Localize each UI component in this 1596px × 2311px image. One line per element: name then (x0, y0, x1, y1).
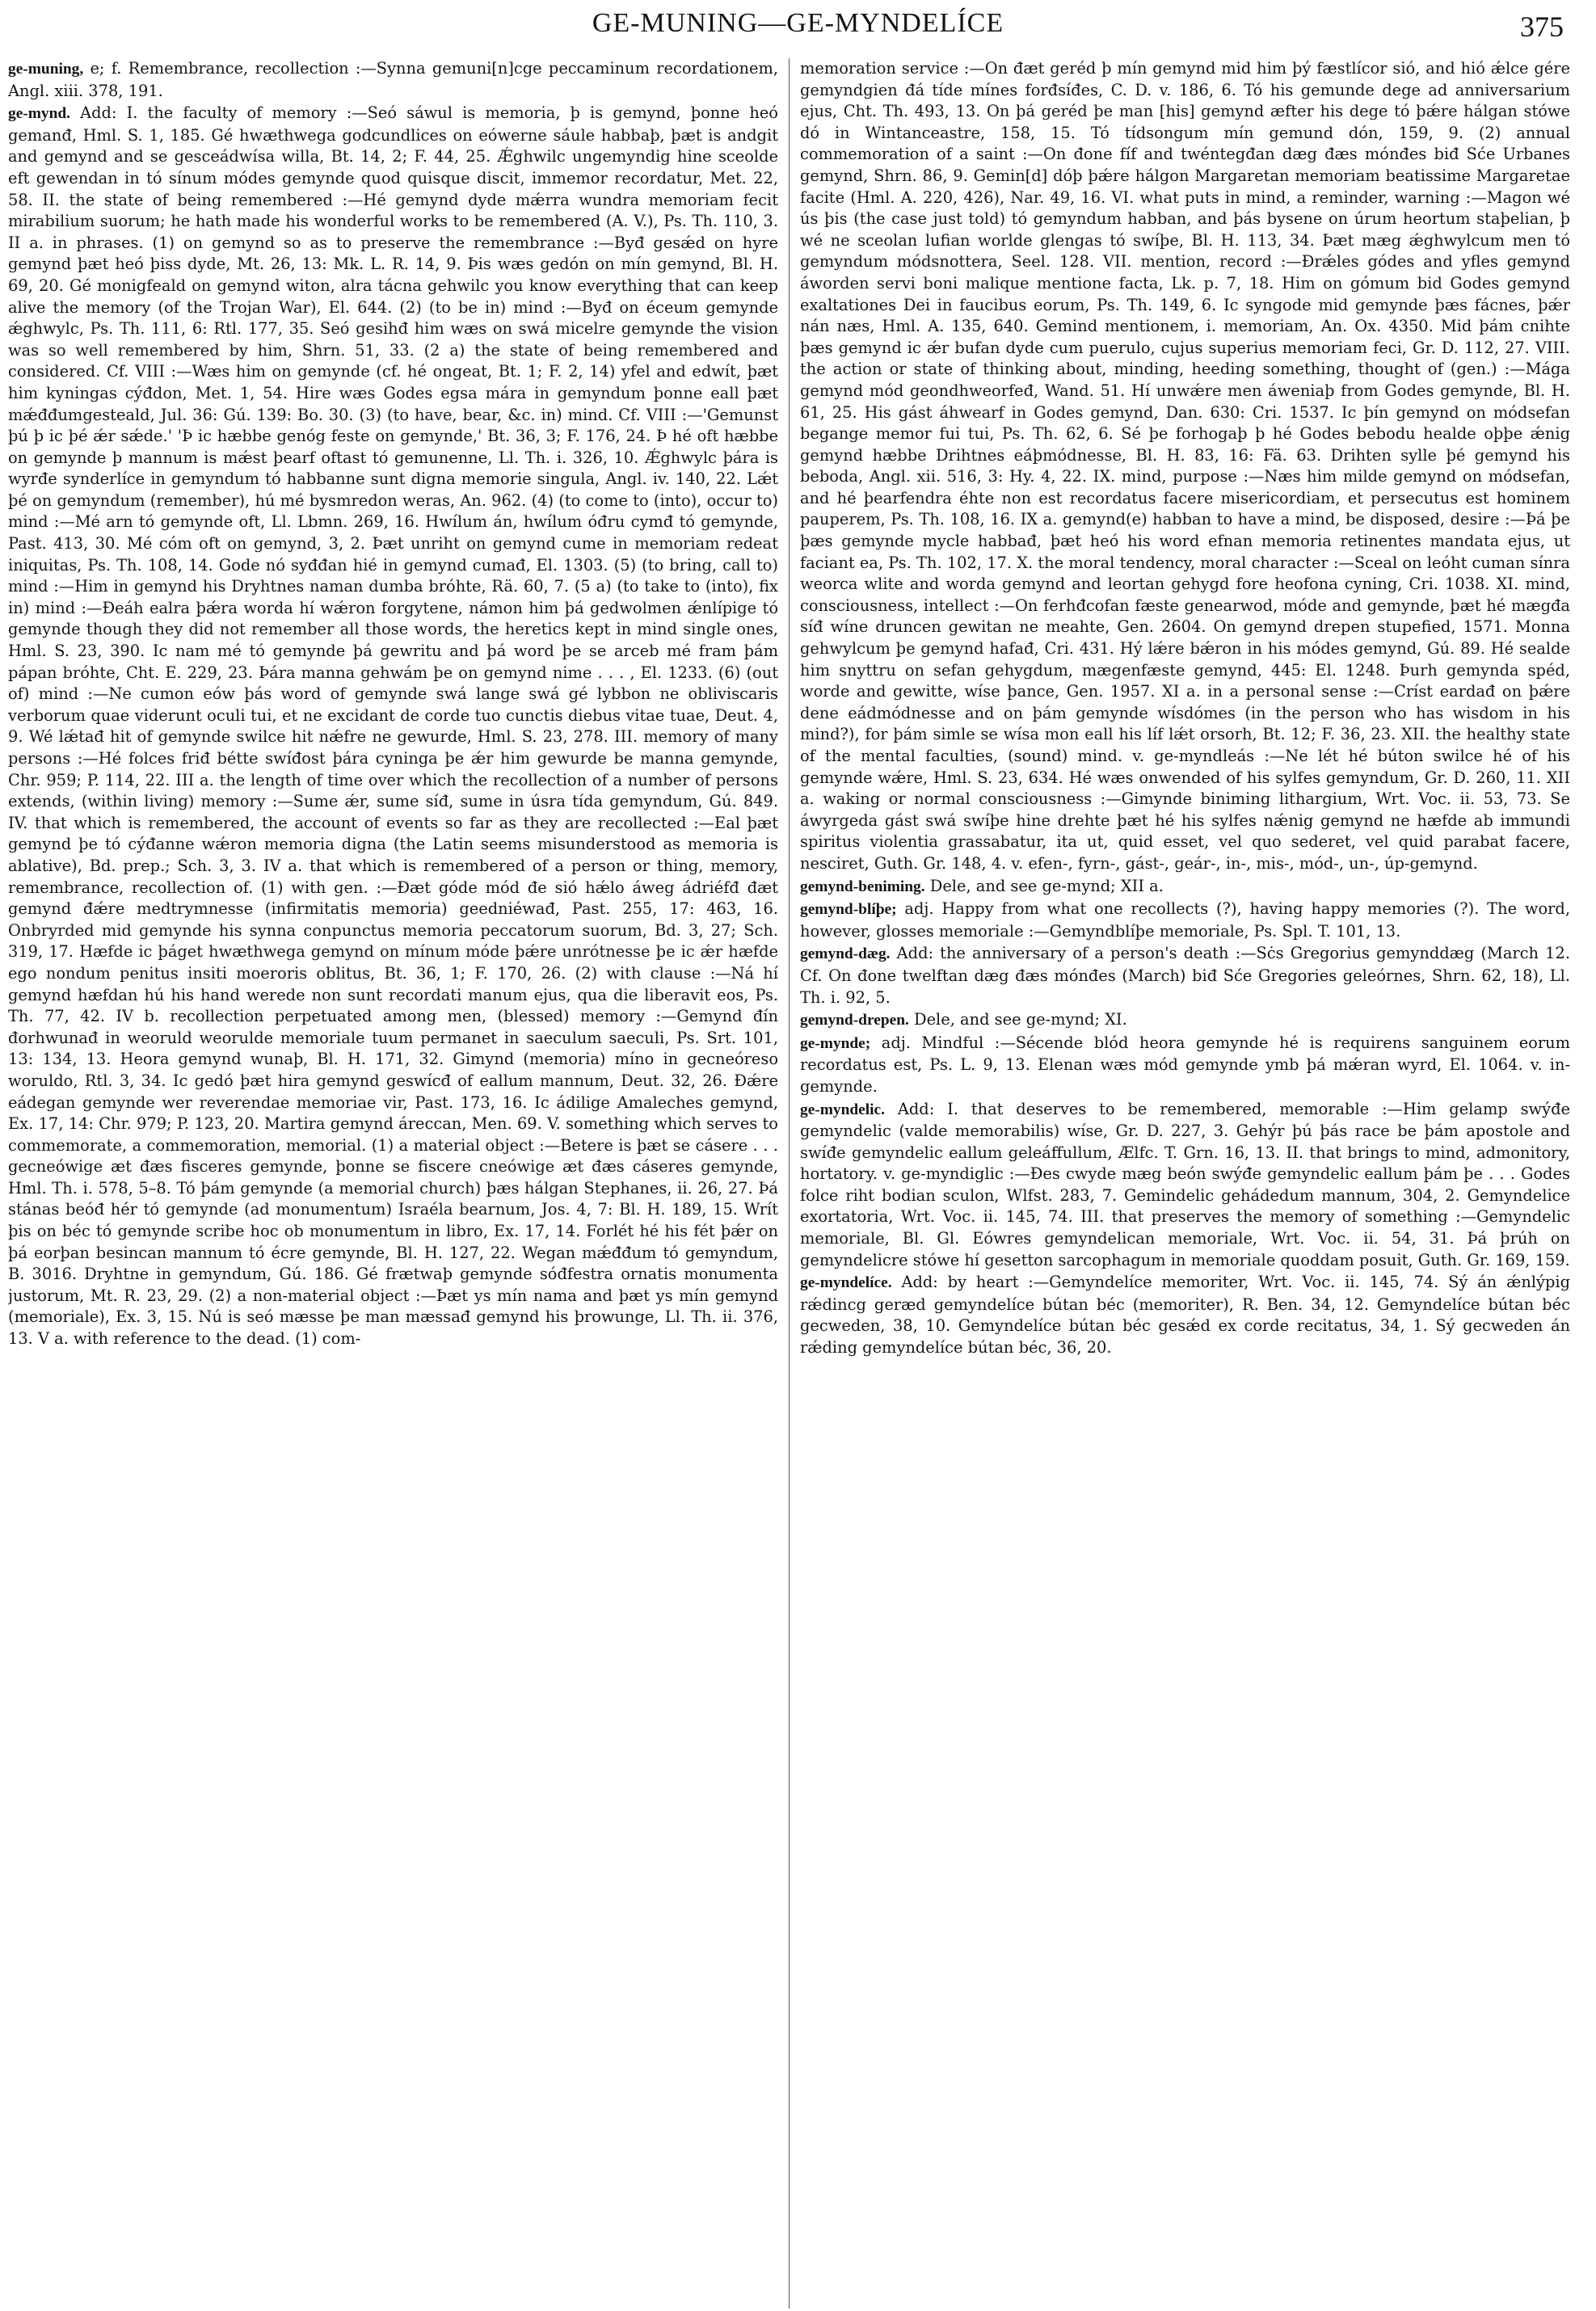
entry-headword: gemynd-blíþe; (800, 901, 897, 919)
dictionary-entry (800, 1099, 1570, 1272)
entry-headword: gemynd-beniming. (800, 878, 925, 895)
dictionary-entry (800, 1033, 1570, 1098)
dictionary-entry (800, 58, 1570, 875)
entry-body: Add: the anniversary of a person's death :—Sċs Gregorius gemynddæg (March 12. Cf. On đone twelftan dæg đæs mónđes (March) biđ Sće Gregories geleórnes, Shrn. 62, 18), Ll. Th. i. 92, 5. (800, 944, 1570, 1007)
entry-headword: ge-muning, (8, 61, 84, 78)
dictionary-entry (8, 103, 778, 1349)
running-head (0, 8, 1596, 45)
left-column (8, 58, 778, 2309)
entry-headword: gemynd-drepen. (800, 1012, 909, 1029)
dictionary-entry (800, 876, 1570, 899)
right-column (800, 58, 1570, 2309)
dictionary-entry (800, 1009, 1570, 1032)
entry-headword: ge-myndelíce. (800, 1274, 892, 1292)
entry-body: adj. Happy from what one recollects (?), having happy memories (?). The word, however, glosses memoriale :—Gemyndblíþe memoriale, Ps. Spl. T. 101, 13. (800, 899, 1570, 941)
column-rule (789, 58, 790, 2309)
entry-body: adj. Mindful :—Sécende blód heora gemynde hé is requirens sanguinem eorum recordatus est, Ps. L. 9, 13. Elenan wæs mód gemynde ymb þá mǽran wyrd, El. 1064. v. in-gemynde. (800, 1033, 1570, 1096)
entry-body: Add: I. that deserves to be remembered, memorable :—Him gelamp swýđe gemyndelic (valde memorabilis) wíse, Gr. D. 227, 3. Gehýr þú þás race be þám apostole and swíđe gemyndelic eallum geleáffullum, Ælfc. T. Grn. 16, 13. II. that brings to mind, admonitory, hortatory. v. ge-myndiglic :—Đes cwyde mæg beón swýđe gemyndelic eallum þám þe . . . Godes folce riht bodian sculon, Wlfst. 283, 7. Gemindelic gehádedum mannum, 304, 2. Gemyndelice exortatoria, Wrt. Voc. ii. 145, 74. III. that preserves the memory of something :—Gemyndelic memoriale, Bl. Gl. Eówres gemyndelican memoriale, Wrt. Voc. ii. 54, 31. Þá þrúh on gemyndelicre stówe hí gesetton sarcophagum in memoriale quoddam posuit, Guth. Gr. 169, 159. (800, 1099, 1570, 1269)
entry-body: Dele, and see ge-mynd; XI. (908, 1010, 1127, 1029)
entry-body: e; f. Remembrance, recollection :—Synna gemuni[n]cge peccaminum recordationem, Angl. xiii. 378, 191. (8, 59, 778, 100)
dictionary-entry (8, 58, 778, 102)
entry-body: Dele, and see ge-mynd; XII a. (924, 876, 1164, 895)
page-number: 375 (1520, 11, 1564, 43)
dictionary-entry (800, 943, 1570, 1008)
entry-body: Add: I. the faculty of memory :—Seó sáwul is memoria, þ is gemynd, þonne heó gemanđ, Hml. S. 1, 185. Gé hwæthwega godcundlices on eówerne sáule habbaþ, þæt is andgit and gemynd and se gesceádwísa willa, Bt. 14, 2; F. 44, 25. Ǽghwilc ungemyndig hine sceolde eft gewendan in tó sínum módes gemynde quod quisque discit, immemor recordatur, Met. 22, 58. II. the state of being remembered :—Hé gemynd dyde mǽrra wundra memoriam fecit mirabilium suorum; he hath made his wonderful works to be remembered (A. V.), Ps. Th. 110, 3. II a. in phrases. (1) on gemynd so as to preserve the remembrance :—Byđ gesǽd on hyre gemynd þæt heó þiss dyde, Mt. 26, 13: Mk. L. R. 14, 9. Þis wæs gedón on mín gemynd, Bl. H. 69, 20. Gé monigfeald on gemynd witon, alra tácna gehwilc you know everything that can keep alive the memory (of the Trojan War), El. 644. (2) (to be in) mind :—Byđ on éceum gemynde ǽghwylc, Ps. Th. 111, 6: Rtl. 177, 35. Seó gesihđ him wæs on swá micelre gemynde the vision was so well remembered by him, Shrn. 51, 33. (2 a) the state of being remembered and considered. Cf. VIII :—Wæs him on gemynde (cf. hé ongeat, Bt. 1; F. 2, 14) yfel and edwít, þæt him kyningas cýđdon, Met. 1, 54. Hire wæs Godes egsa mára in gemyndum þonne eall þæt mǽđđumgesteald, Jul. 36: Gú. 139: Bo. 30. (3) (to have, bear, &c. in) mind. Cf. VIII :—'Gemunst þú þ ic þé ǽr sǽde.' 'Þ ic hæbbe genóg feste on gemynde,' Bt. 36, 3; F. 176, 24. Þ hé oft hæbbe on gemynde þ mannum is mǽst þearf oftast tó gemunenne, Ll. Th. i. 326, 10. Ǽghwylc þára is wyrđe synderlíce in gemyndum tó habbanne sunt digna memorie singula, Angl. iv. 140, 22. Lǽt þé on gemyndum (remember), hú mé bysmredon weras, An. 962. (4) (to come to (into), occur to) mind :—Mé arn tó gemynde oft, Ll. Lbmn. 269, 16. Hwílum án, hwílum óđru cymđ tó gemynde, Past. 413, 30. Mé cóm oft on gemynd, 3, 2. Þæt unriht on gemynd cume in memoriam redeat iniquitas, Ps. Th. 108, 14. Gode nó syđđan hié in gemynd cumađ, El. 1303. (5) (to bring, call to) mind :—Him in gemynd his Dryhtnes naman dumba bróhte, Rä. 60, 7. (5 a) (to take to (into), fix in) mind :—Đeáh ealra þǽra worda hí wǽron forgytene, námon him þá gedwolmen ǽnlípige tó gemynde though they did not remember all those words, the heretics kept in mind single ones, Hml. S. 23, 390. Ic nam mé tó gemynde þá gewritu and þá word þe se arceb mé fram þám pápan bróhte, Cht. E. 229, 23. Þára manna gehwám þe on gemynd nime . . . , El. 1233. (6) (out of) mind :—Ne cumon eów þás word of gemynde swá lange swá gé lybbon ne obliviscaris verborum quae viderunt oculi tui, et ne excidant de corde tuo cunctis diebus vitae tuae, Deut. 4, 9. Wé lǽtađ hit of gemynde swilce hit nǽfre ne gewurde, Hml. S. 23, 278. III. memory of many persons :—Hé folces friđ bétte swíđost þára cyninga þe ǽr him gewurde be manna gemynde, Chr. 959; P. 114, 22. III a. the length of time over which the recollection of a number of persons extends, (within living) memory :—Sume ǽr, sume síđ, sume in úsra tída gemyndum, Gú. 849. IV. that which is remembered, the account of events so far as they are recollected :—Eal þæt gemynd þe tó cýđanne wǽron memoria digna (the Latin seems misunderstood as memoria is ablative), Bd. prep.; Sch. 3, 3. IV a. that which is remembered of a person or thing, memory, remembrance, recollection of. (1) with gen. :—Đæt góde mód đe sió hǽlo áweg ádriéfđ đæt gemynd đǽre medtrymnesse (infirmitatis memoria) geedniéwađ, Past. 255, 17: 463, 16. Onbryrded mid gemynde his synna conpunctus memoria peccatorum suorum, Bd. 3, 27; Sch. 319, 17. Hæfde ic þáget hwæthwega gemynd on mínum móde þǽre unrótnesse þe ic ǽr hæfde ego nondum penitus insiti moeroris oblitus, Bt. 36, 1; F. 170, 26. (2) with clause :—Ná hí gemynd hæfdan hú his hand werede non sunt recordati manum ejus, qua die liberavit eos, Ps. Th. 77, 42. IV b. recollection perpetuated among men, (blessed) memory :—Gemynd đín đorhwunađ in weoruld weorulde memoriale tuum permanet in saeculum saeculi, Ps. Srt. 101, 13: 134, 13. Heora gemynd wunaþ, Bl. H. 171, 32. Gimynd (memoria) míno in gecneóreso woruldo, Rtl. 3, 34. Ic gedó þæt hira gemynd geswícđ of eallum mannum, Deut. 32, 26. Đǽre eádegan gemynde wer reverendae memoriae vir, Past. 173, 16. Ic ádilige Amaleches gemynd, Ex. 17, 14: Chr. 979; P. 123, 20. Martira gemynd áreccan, Men. 69. V. something which serves to commemorate, a commemoration, memorial. (1) a material object :—Betere is þæt se cásere . . . gecneówige æt đæs fisceres gemynde, þonne se fiscere cneówige æt đæs cáseres gemynde, Hml. Th. i. 578, 5–8. Tó þám gemynde (a memorial church) þæs hálgan Stephanes, ii. 26, 27. Þá stánas beóđ hér tó gemynde (ad monumentum) Israéla bearnum, Jos. 4, 7: Bl. H. 189, 15. Wrít þis on béc tó gemynde scribe hoc ob monumentum in libro, Ex. 17, 14. Forlét hé his fét þǽr on þá eorþan besincan mannum tó écre gemynde, Bl. H. 127, 22. Wegan mǽđđum tó gemyndum, B. 3016. Dryhtne in gemyndum, Gú. 186. Gé frætwaþ gemynde sóđfestra ornatis monumenta justorum, Mt. R. 23, 29. (2) a non-material object :—Þæt ys mín nama and þæt ys mín gemynd (memoriale), Ex. 3, 15. Nú is seó mæsse þe man mæssađ gemynd his þrowunge, Ll. Th. ii. 376, 13. V a. with reference to the dead. (1) com- (8, 103, 778, 1349)
dictionary-entry (800, 899, 1570, 942)
dictionary-entry (800, 1272, 1570, 1358)
entry-headword: ge-mynd. (8, 105, 71, 123)
entry-headword: ge-myndelic. (800, 1101, 886, 1118)
entry-headword: ge-mynde; (800, 1034, 871, 1052)
entry-headword: gemynd-dæg. (800, 945, 891, 963)
entry-body: Add: by heart :—Gemyndelíce memoriter, Wrt. Voc. ii. 145, 74. Sý án ǽnlýpig rǽdincg geræd gemyndelíce bútan béc (memoriter), R. Ben. 34, 12. Gemyndelíce bútan béc gecweden, 38, 10. Gemyndelíce bútan béc gesǽd ex corde recitatus, 34, 1. Sý gecweden án rǽding gemyndelíce bútan béc, 36, 20. (800, 1273, 1570, 1358)
running-title: GE-MUNING—GE-MYNDELÍCE (592, 8, 1004, 38)
text-columns (8, 58, 1585, 2309)
entry-body: memoration service :—On đæt geréd þ mín gemynd mid him þý fæstlícor sió, and hió ǽlce gére gemyndgien đá tíde mínes forđsíđes, C. D. v. 186, 6. Tó his gemunde dege ad anniversarium ejus, Cht. Th. 493, 13. On þá geréd þe man [his] gemynd æfter his dege tó þǽre hálgan stówe dó in Wintanceastre, 158, 15. Tó tídsongum mín gemund dón, 159, 9. (2) annual commemoration of a saint :—On đone fíf and twéntegđan dæg đæs mónđes biđ Sće Urbanes gemynd, Shrn. 86, 9. Gemin[d] dóþ þǽre hálgon Margaretan memoriam beatissime Margaretae facite (Hml. A. 220, 426), Nar. 49, 16. VI. what puts in mind, a reminder, warning :—Magon wé ús þis (the case just told) tó gemyndum habban, and þás bysene on úrum heortum staþelian, þ wé ne sceolan lufian worlde glengas tó swíþe, Bl. H. 113, 34. Þæt mæg ǽghwylcum men tó gemyndum módsnottera, Seel. 128. VII. mention, record :—Đrǽles gódes and yfles gemynd áworden servi boni malique mentione facta, Lk. p. 7, 18. Him on gómum bid Godes gemynd exaltationes Dei in faucibus eorum, Ps. Th. 149, 6. Ic syngode mid gemynde þæs fácnes, þǽr nán næs, Hml. A. 135, 640. Gemind mentionem, i. memoriam, An. Ox. 4350. Mid þám cnihte þæs gemynd ic ǽr bufan dyde cum puerulo, cujus superius memoriam feci, Gr. D. 112, 27. VIII. the action or state of thinking about, minding, heeding something, thought of (gen.) :—Mága gemynd mód geondhweorfeđ, Wand. 51. Hí unwǽre men áweniaþ from Godes gemynde, Bl. H. 61, 25. His gást áhwearf in Godes gemynd, Dan. 630: Cri. 1537. Ic þín gemynd on módsefan begange memor fui tui, Ps. Th. 62, 6. Sé þe forhogaþ þ hé Godes bebodu healde oþþe ǽnig gemynd hæbbe Drihtnes eáþmódnesse, Bl. H. 83, 16: Fä. 63. Drihten sylle þé gemynd his beboda, Angl. xii. 516, 3: Hy. 4, 22. IX. mind, purpose :—Næs him milde gemynd on módsefan, and hé þearfendra éhte non est recordatus facere misericordiam, et persecutus est hominem pauperem, Ps. Th. 108, 16. IX a. gemynd(e) habban to have a mind, be disposed, desire :—Þá þe þæs gemynde mycle habbađ, þæt heó his word efnan memoria retinentes mandata ejus, ut faciant ea, Ps. Th. 102, 17. X. the moral tendency, moral character :—Sceal on leóht cuman sínra weorca wlite and worda gemynd and leortan gehygd fore heofona cyning, Cri. 1038. XI. mind, consciousness, intellect :—On ferhđcofan fæste genearwod, móde and gemynde, þæt hé mægđa síđ wíne druncen gewitan ne meahte, Gen. 2604. On gemynd drepen stupefied, 1571. Monna gehwylcum þe gemynd hafađ, Cri. 431. Hý lǽre bǽron in his módes gemynd, Gú. 89. Hé sealde him snyttru on sefan gehygdum, mægenfæste gemynd, 445: El. 1248. Þurh gemynda spéd, worde and gewitte, wíse þance, Gen. 1957. XI a. in a personal sense :—Críst eardađ on þǽre dene eádmódnesse and on þám gemynde wísdómes (in the person who has wisdom in his mind?), for þám simle se wísa mon eall his líf lǽt orsorh, Bt. 12; F. 36, 23. XII. the healthy state of the mental faculties, (sound) mind. v. ge-myndleás :—Ne lét hé búton swilce hé of his gemynde wǽre, Hml. S. 23, 634. Hé wæs onwended of his sylfes gemyndum, Gr. D. 260, 11. XII a. waking or normal consciousness :—Gimynde biniming lithargium, Wrt. Voc. ii. 53, 73. Se áwyrgeda gást swá swíþe hine drehte þæt hé his sylfes nǽnig gemynd ne hæfde ab immundi spiritus violentia grassabatur, ita ut, quid esset, vel quo sederet, vel quid parabat facere, nesciret, Guth. Gr. 148, 4. v. efen-, fyrn-, gást-, geár-, in-, mis-, mód-, un-, úp-gemynd. (800, 59, 1570, 873)
